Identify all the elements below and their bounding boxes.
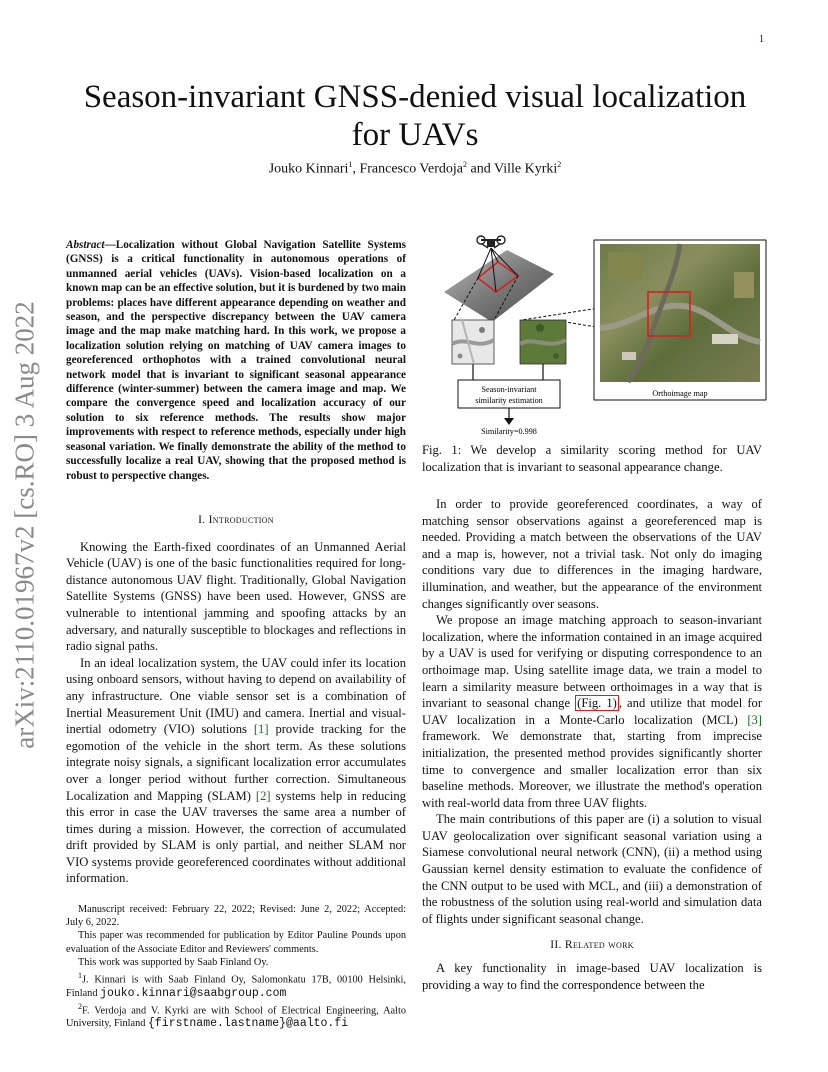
arxiv-identifier [2,290,48,760]
email-aalto[interactable]: {firstname.lastname}@aalto.fi [148,1017,349,1031]
figure-1 [422,232,768,442]
author-2-affil: 2 [462,160,467,169]
right-p2-a: We propose an image matching approach to season-invariant localization, where the information contained in an image acquired by a UAV is used for verifying or disputing correspondence to an orthoimage map. Using satellite image data, we train a model to learn a similarity measure between orthoimages in a way that is invariant to seasonal change [422,613,762,711]
title-line-2: for UAVs [351,117,479,153]
citation-1[interactable]: [1] [253,722,269,737]
author-3-affil: 2 [557,160,562,169]
arxiv-identifier-text: arXiv:2110.01967v2 [cs.RO] 3 Aug 2022 [9,301,40,749]
citation-2[interactable]: [2] [255,788,271,803]
intro-paragraph-1: Knowing the Earth-fixed coordinates of an Unmanned Aerial Vehicle (UAV) is one of the basic functionalities required for long-distance autonomous UAV flight. Traditionally, Global Navigation Satellite Systems (GNSS) have been used. However, GNSS are vulnerable to intentional jamming and spoofing attacks by an adversary, and naturally susceptible to blockages and reflections in radio signal paths. [66,539,406,654]
citation-3[interactable]: [3] [747,712,762,727]
footnote-2-text: F. Verdoja and V. Kyrki are with School of Electrical Engineering, Aalto University, Finland [66,1005,406,1030]
intro-p2-b: provide tracking for the egomotion of the vehicle in the short term. As these solutions integrate noisy signals, a significant localization error accumulates over a longer period without further correction. Simultaneous Localization and Mapping (SLAM) [66,722,406,803]
abstract [66,238,406,483]
right-p2-b: , and utilize that model for UAV localization in a Monte-Carlo localization (MCL) [422,696,763,727]
footnote-affil-2 [66,1000,406,1031]
drone-icon [477,236,505,248]
right-p2-c: framework. We demonstrate that, starting from imprecise initialization, the presented method provides significantly shorter time to convergence and smaller localization error than six baseline methods. Moreover, we illustrate the method's operation with real-world data from three UAV flights. [422,729,762,810]
right-paragraph-1: In order to provide georeferenced coordinates, a way of matching sensor observations against a georeferenced map is needed. Providing a match between the observations of the UAV and a map is, however, not a trivial task. Not only do imaging conditions vary due to differences in the imaging hardware, illumination, and weather, but the appearance of the environment changes significantly over seasons. [422,497,762,611]
footnote-editor: This paper was recommended for publication by Editor Pauline Pounds upon evaluation of the Associate Editor and Reviewers' comments. [66,930,406,955]
right-paragraph-4: A key functionality in image-based UAV localization is providing a way to find the correspondence between the [422,961,762,992]
paper-title [70,78,760,154]
right-paragraph-3: The main contributions of this paper are (i) a solution to visual UAV geolocalization over significant seasonal variation using a Siamese convolutional neural network (CNN), (ii) a method using Gaussian kernel density estimation to evaluate the confidence of the CNN output to be used with MCL, and (iii) a demonstration of the robustness of the solution using real-world and simulation data of flights under significant seasonal change. [422,812,762,926]
right-paragraph-2 [422,612,762,811]
footnotes [66,903,406,1031]
intro-paragraph-2 [66,655,406,887]
intro-p2-a: In an ideal localization system, the UAV could infer its location using onboard sensors, without having to depend on availability of any infrastructure. One viable sensor set is a combination of Inertial Measurement Unit (IMU) and camera. Inertial and visual-inertial odometry (VIO) solutions [66,655,406,737]
right-column-body [422,496,762,993]
map-label: Orthoimage map [652,389,708,398]
figure-1-link[interactable]: (Fig. 1) [577,696,617,711]
author-list [70,160,760,178]
abstract-text: —Localization without Global Navigation Satellite Systems (GNSS) is a critical functionality in autonomous operations of unmanned aerial vehicles (UAVs). Vision-based localization on a known map can be an effective solution, but it is burdened by two main problems: places have different appearance depending on weather and season, and the perspective discrepancy between the UAV camera image and the map make matching hard. In this work, we propose a localization solution relying on matching of UAV camera images to georeferenced orthophotos with a trained convolutional neural network model that is invariant to significant seasonal appearance difference (winter-summer) between the camera image and map. We compare the convergence speed and localization accuracy of our solution to six reference methods. The results show major improvements with respect to reference methods, especially under high seasonal variation. We finally demonstrate the ability of the method to successfully localize a real UAV, showing that the proposed method is robust to perspective changes. [66,239,407,482]
abstract-lead: Abstract [66,239,105,251]
introduction-heading: I. Introduction [198,513,274,526]
author-2: , Francesco Verdoja [352,161,463,177]
similarity-score: Similarity=0.998 [481,427,537,436]
introduction-section [66,512,406,887]
footnote-affil-1 [66,969,406,1000]
footnote-support: This work was supported by Saab Finland Oy. [78,956,269,968]
box-label-line-1: Season-invariant [481,385,537,394]
intro-p2-c: systems help in reducing this error in case the UAV traverses the same area a number of times during a mission. However, the correction of accumulated drift provided by SLAM is only partial, and neither SLAM nor VIO systems provide georeferenced coordinates without additional information. [66,788,406,886]
box-label-line-2: similarity estimation [475,396,543,405]
page-number: 1 [759,34,764,45]
footnote-1-mark: 1 [78,971,82,981]
email-kinnari[interactable]: jouko.kinnari@saabgroup.com [100,986,287,1000]
title-line-1: Season-invariant GNSS-denied visual localization [83,79,747,115]
footnote-manuscript: Manuscript received: February 22, 2022; Revised: June 2, 2022; Accepted: July 6, 2022. [66,904,406,929]
author-1-affil: 1 [348,160,353,169]
author-1: Jouko Kinnari [268,161,349,177]
author-3: and Ville Kyrki [466,161,558,177]
footnote-2-mark: 2 [78,1001,82,1011]
figure-1-caption: Fig. 1: We develop a similarity scoring method for UAV localization that is invariant to seasonal appearance change. [422,443,762,474]
footnote-1-text: J. Kinnari is with Saab Finland Oy, Salomonkatu 17B, 00100 Helsinki, Finland [66,974,406,999]
related-work-heading: II. Related work [550,938,634,952]
